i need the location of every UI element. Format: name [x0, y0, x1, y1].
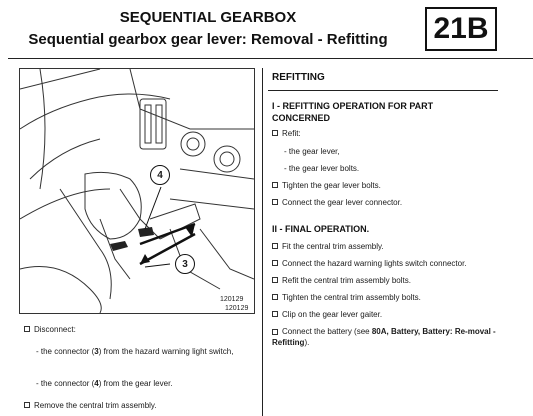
checkbox-icon [24, 402, 30, 408]
final-step-4: Tighten the central trim assembly bolts. [272, 292, 421, 303]
disconnect-item-2: - the connector (4) from the gear lever. [36, 379, 173, 388]
checkbox-icon [272, 199, 278, 205]
refitting-heading: REFITTING [272, 72, 325, 83]
gear-lever-illustration [19, 68, 255, 314]
checkbox-icon [272, 182, 278, 188]
refit-item-2: - the gear lever bolts. [284, 164, 360, 173]
checkbox-icon [24, 326, 30, 332]
connect-step: Connect the gear lever connector. [272, 197, 402, 208]
refit-item-1: - the gear lever, [284, 147, 340, 156]
header-divider [8, 58, 533, 59]
dashboard-drawing [20, 69, 254, 313]
page-title: SEQUENTIAL GEARBOX [119, 9, 297, 26]
checkbox-icon [272, 260, 278, 266]
disconnect-item-1: - the connector (3) from the hazard warning light switch, [36, 347, 234, 356]
page-subtitle: Sequential gearbox gear lever: Removal - Refitting [28, 31, 388, 48]
callout-4-leader [145, 187, 161, 229]
checkbox-icon [272, 243, 278, 249]
column-divider [262, 68, 263, 416]
chapter-badge: 21B [425, 7, 497, 51]
part2-heading: II - FINAL OPERATION. [272, 224, 370, 234]
checkbox-icon [272, 311, 278, 317]
refit-step: Refit: [272, 128, 301, 139]
figure-code-small: 120129 [220, 296, 244, 303]
final-step-5: Clip on the gear lever gaiter. [272, 309, 382, 320]
checkbox-icon [272, 329, 278, 335]
remove-trim-step: Remove the central trim assembly. [24, 400, 157, 411]
figure-code: 120129 [225, 305, 249, 312]
callout-4: 4 [150, 165, 170, 185]
part1-heading: I - REFITTING OPERATION FOR PART CONCERNED [272, 101, 434, 123]
disconnect-step: Disconnect: [24, 324, 76, 335]
checkbox-icon [272, 277, 278, 283]
refitting-underline [268, 90, 498, 91]
final-step-6: Connect the battery (see 80A, Battery, Battery: Re-moval - Refitting). [272, 327, 496, 347]
tighten-step: Tighten the gear lever bolts. [272, 180, 381, 191]
checkbox-icon [272, 294, 278, 300]
callout-3-leader [145, 264, 170, 267]
callout-3: 3 [175, 254, 195, 274]
final-step-2: Connect the hazard warning lights switch connector. [272, 258, 467, 269]
final-step-1: Fit the central trim assembly. [272, 241, 384, 252]
checkbox-icon [272, 130, 278, 136]
final-step-3: Refit the central trim assembly bolts. [272, 275, 411, 286]
